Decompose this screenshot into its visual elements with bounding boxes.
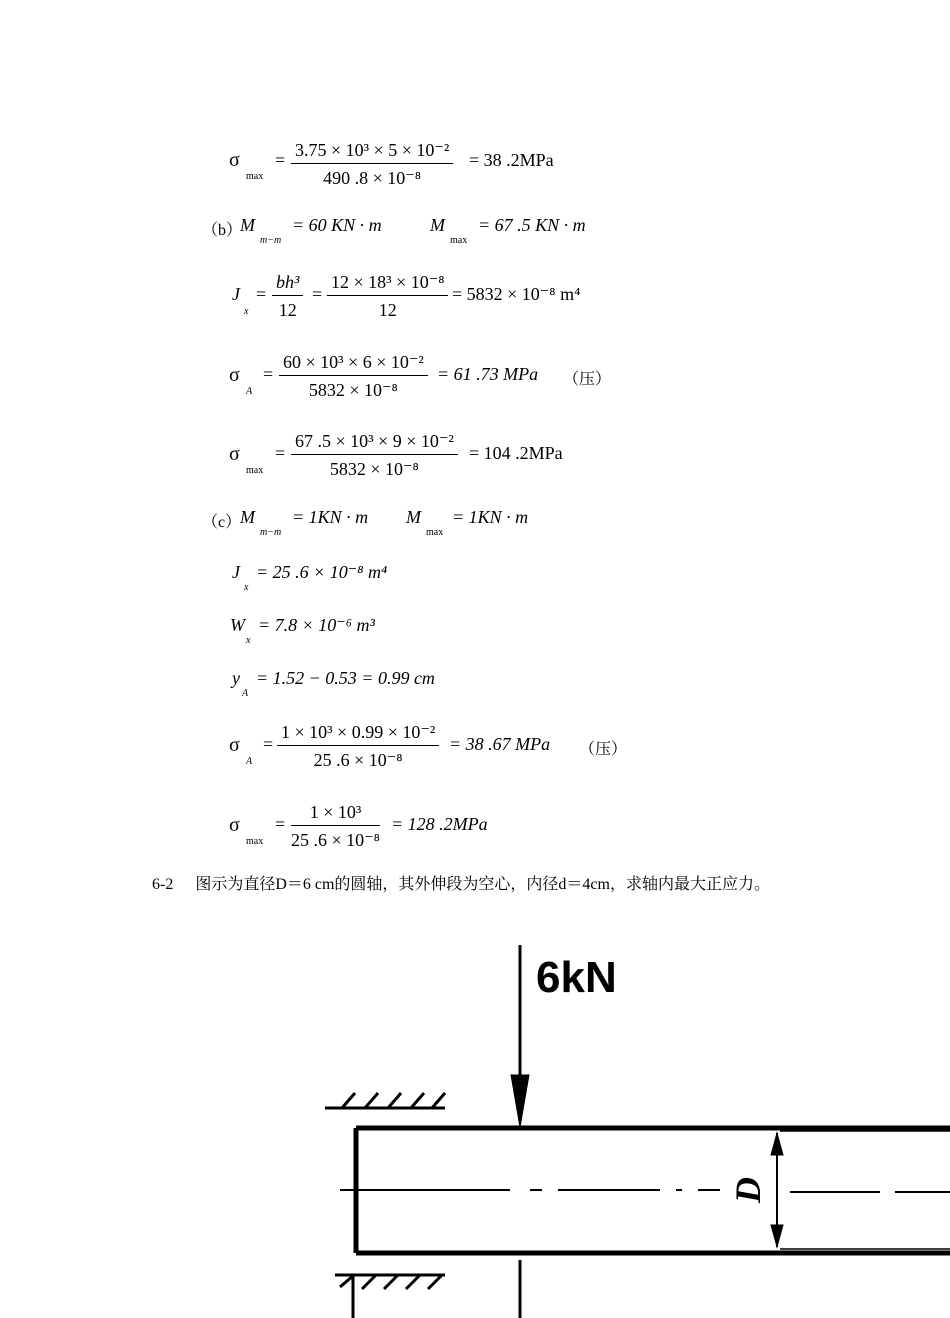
jx-symbol: J — [232, 562, 240, 582]
moment-value: = 60 KN · m — [292, 215, 382, 235]
numerator: 60 × 10³ × 6 × 10⁻² — [279, 352, 428, 376]
equation-sigma-a-b: σ A = $\frac{\text{60 × 10³ × 6 × 10⁻²}}{\text{5832 × 10⁻⁸}}$ = 61 .73 MPa （压） — [229, 352, 612, 400]
moments-line-b — [202, 215, 622, 247]
subscript: m−m — [260, 235, 282, 246]
denominator: 5832 × 10⁻⁸ — [308, 380, 398, 400]
moment-value: = 67 .5 KN · m — [478, 215, 586, 235]
moment-symbol: M — [406, 507, 421, 527]
subscript: max — [450, 235, 468, 246]
subscript: max — [246, 836, 264, 847]
value: = 25 .6 × 10⁻⁸ m⁴ — [256, 562, 388, 582]
fraction — [272, 272, 303, 321]
subscript: x — [244, 306, 249, 317]
sigma-symbol: σ — [229, 734, 240, 756]
moment-symbol: M — [240, 507, 255, 527]
denominator: 12 — [278, 300, 297, 320]
numerator: bh³ — [272, 272, 303, 296]
equation-sigma-max-c: σ max = $\frac{\text{1 × 10³}}{\text{25 .6 × 10⁻⁸}}$ = 128 .2MPa — [229, 802, 488, 850]
problem-text: 图示为直径D＝6 cm的圆轴，其外伸段为空心，内径d＝4cm，求轴内最大正应力。 — [195, 876, 770, 893]
fraction — [277, 722, 439, 771]
subscript: max — [426, 527, 444, 538]
center-line — [340, 1190, 950, 1192]
numerator: 12 × 18³ × 10⁻⁸ — [327, 272, 448, 296]
numerator: 1 × 10³ — [291, 802, 380, 826]
jx-symbol: J — [232, 284, 240, 304]
compression-note: （压） — [579, 741, 628, 758]
denominator: 5832 × 10⁻⁸ — [329, 459, 419, 479]
result: = 128 .2MPa — [391, 814, 488, 834]
denominator: 12 — [378, 300, 397, 320]
sigma-symbol: σ — [229, 149, 240, 171]
bottom-support-hatch — [335, 1260, 520, 1318]
shaft-figure — [320, 935, 950, 1318]
diameter-dimension — [771, 1133, 783, 1247]
value: = 1.52 − 0.53 = 0.99 cm — [256, 668, 435, 688]
moment-value: = 1KN · m — [452, 507, 529, 527]
result: = 104 .2MPa — [469, 443, 563, 463]
equation-sigma-max-a: σ max = $\frac{\text{3.75 × 10³ × 5 × 10⁻²}}{\text{490 .8 × 10⁻⁸}}$ = 38 .2MPa — [229, 140, 554, 188]
sigma-symbol: σ — [229, 814, 240, 836]
ya-symbol: y — [232, 668, 240, 688]
problem-number: 6-2 — [152, 876, 174, 893]
compression-note: （压） — [563, 371, 612, 388]
fraction — [279, 352, 428, 401]
fraction — [291, 802, 380, 851]
dimension-label: D — [728, 1177, 768, 1203]
subscript: A — [246, 386, 253, 397]
subscript: A — [246, 756, 253, 767]
denominator: 490 .8 × 10⁻⁸ — [323, 168, 422, 188]
fraction — [327, 272, 448, 321]
subscript: A — [242, 688, 249, 699]
load-label: 6kN — [536, 953, 617, 1002]
sigma-symbol: σ — [229, 443, 240, 465]
moment-value: = 1KN · m — [292, 507, 369, 527]
numerator: 1 × 10³ × 0.99 × 10⁻² — [277, 722, 439, 746]
part-label: （c） — [202, 514, 242, 531]
equation-sigma-max-b: σ max = $\frac{\text{67 .5 × 10³ × 9 × 10⁻²}}{\text{5832 × 10⁻⁸}}$ = 104 .2MPa — [229, 431, 563, 479]
result: = 38 .67 MPa — [449, 734, 551, 754]
part-label: （b） — [202, 222, 243, 239]
denominator: 25 .6 × 10⁻⁸ — [313, 750, 403, 770]
wx-symbol: W — [230, 615, 245, 635]
equation-jx-c — [232, 562, 532, 592]
sigma-symbol: σ — [229, 364, 240, 386]
moments-line-c — [202, 507, 602, 539]
equation-jx-b: J x = $\frac{\text{bh³}}{12}$ = $\frac{\text{12 × 18³ × 10⁻⁸}}{12}$ = 5832 × 10⁻⁸ m⁴ — [232, 272, 581, 320]
top-support-hatch — [325, 1093, 445, 1108]
subscript: max — [246, 171, 264, 182]
fraction — [291, 431, 458, 480]
equation-ya-c — [232, 668, 532, 698]
subscript: x — [246, 635, 251, 646]
numerator: 3.75 × 10³ × 5 × 10⁻² — [291, 140, 453, 164]
numerator: 67 .5 × 10³ × 9 × 10⁻² — [291, 431, 458, 455]
moment-symbol: M — [430, 215, 445, 235]
load-arrow — [511, 945, 529, 1127]
equation-wx-c — [230, 615, 530, 645]
value: = 7.8 × 10⁻⁶ m³ — [258, 615, 375, 635]
problem-statement — [152, 871, 770, 894]
fraction — [291, 140, 453, 189]
result: = 61 .73 MPa — [437, 364, 539, 384]
moment-symbol: M — [240, 215, 255, 235]
result: = 5832 × 10⁻⁸ m⁴ — [452, 284, 581, 304]
result: = 38 .2MPa — [469, 150, 554, 170]
subscript: x — [244, 582, 249, 593]
subscript: max — [246, 465, 264, 476]
denominator: 25 .6 × 10⁻⁸ — [291, 830, 380, 850]
subscript: m−m — [260, 527, 282, 538]
equation-sigma-a-c: σ A = $\frac{\text{1 × 10³ × 0.99 × 10⁻²}}{\text{25 .6 × 10⁻⁸}}$ = 38 .67 MPa （压） — [229, 722, 628, 770]
